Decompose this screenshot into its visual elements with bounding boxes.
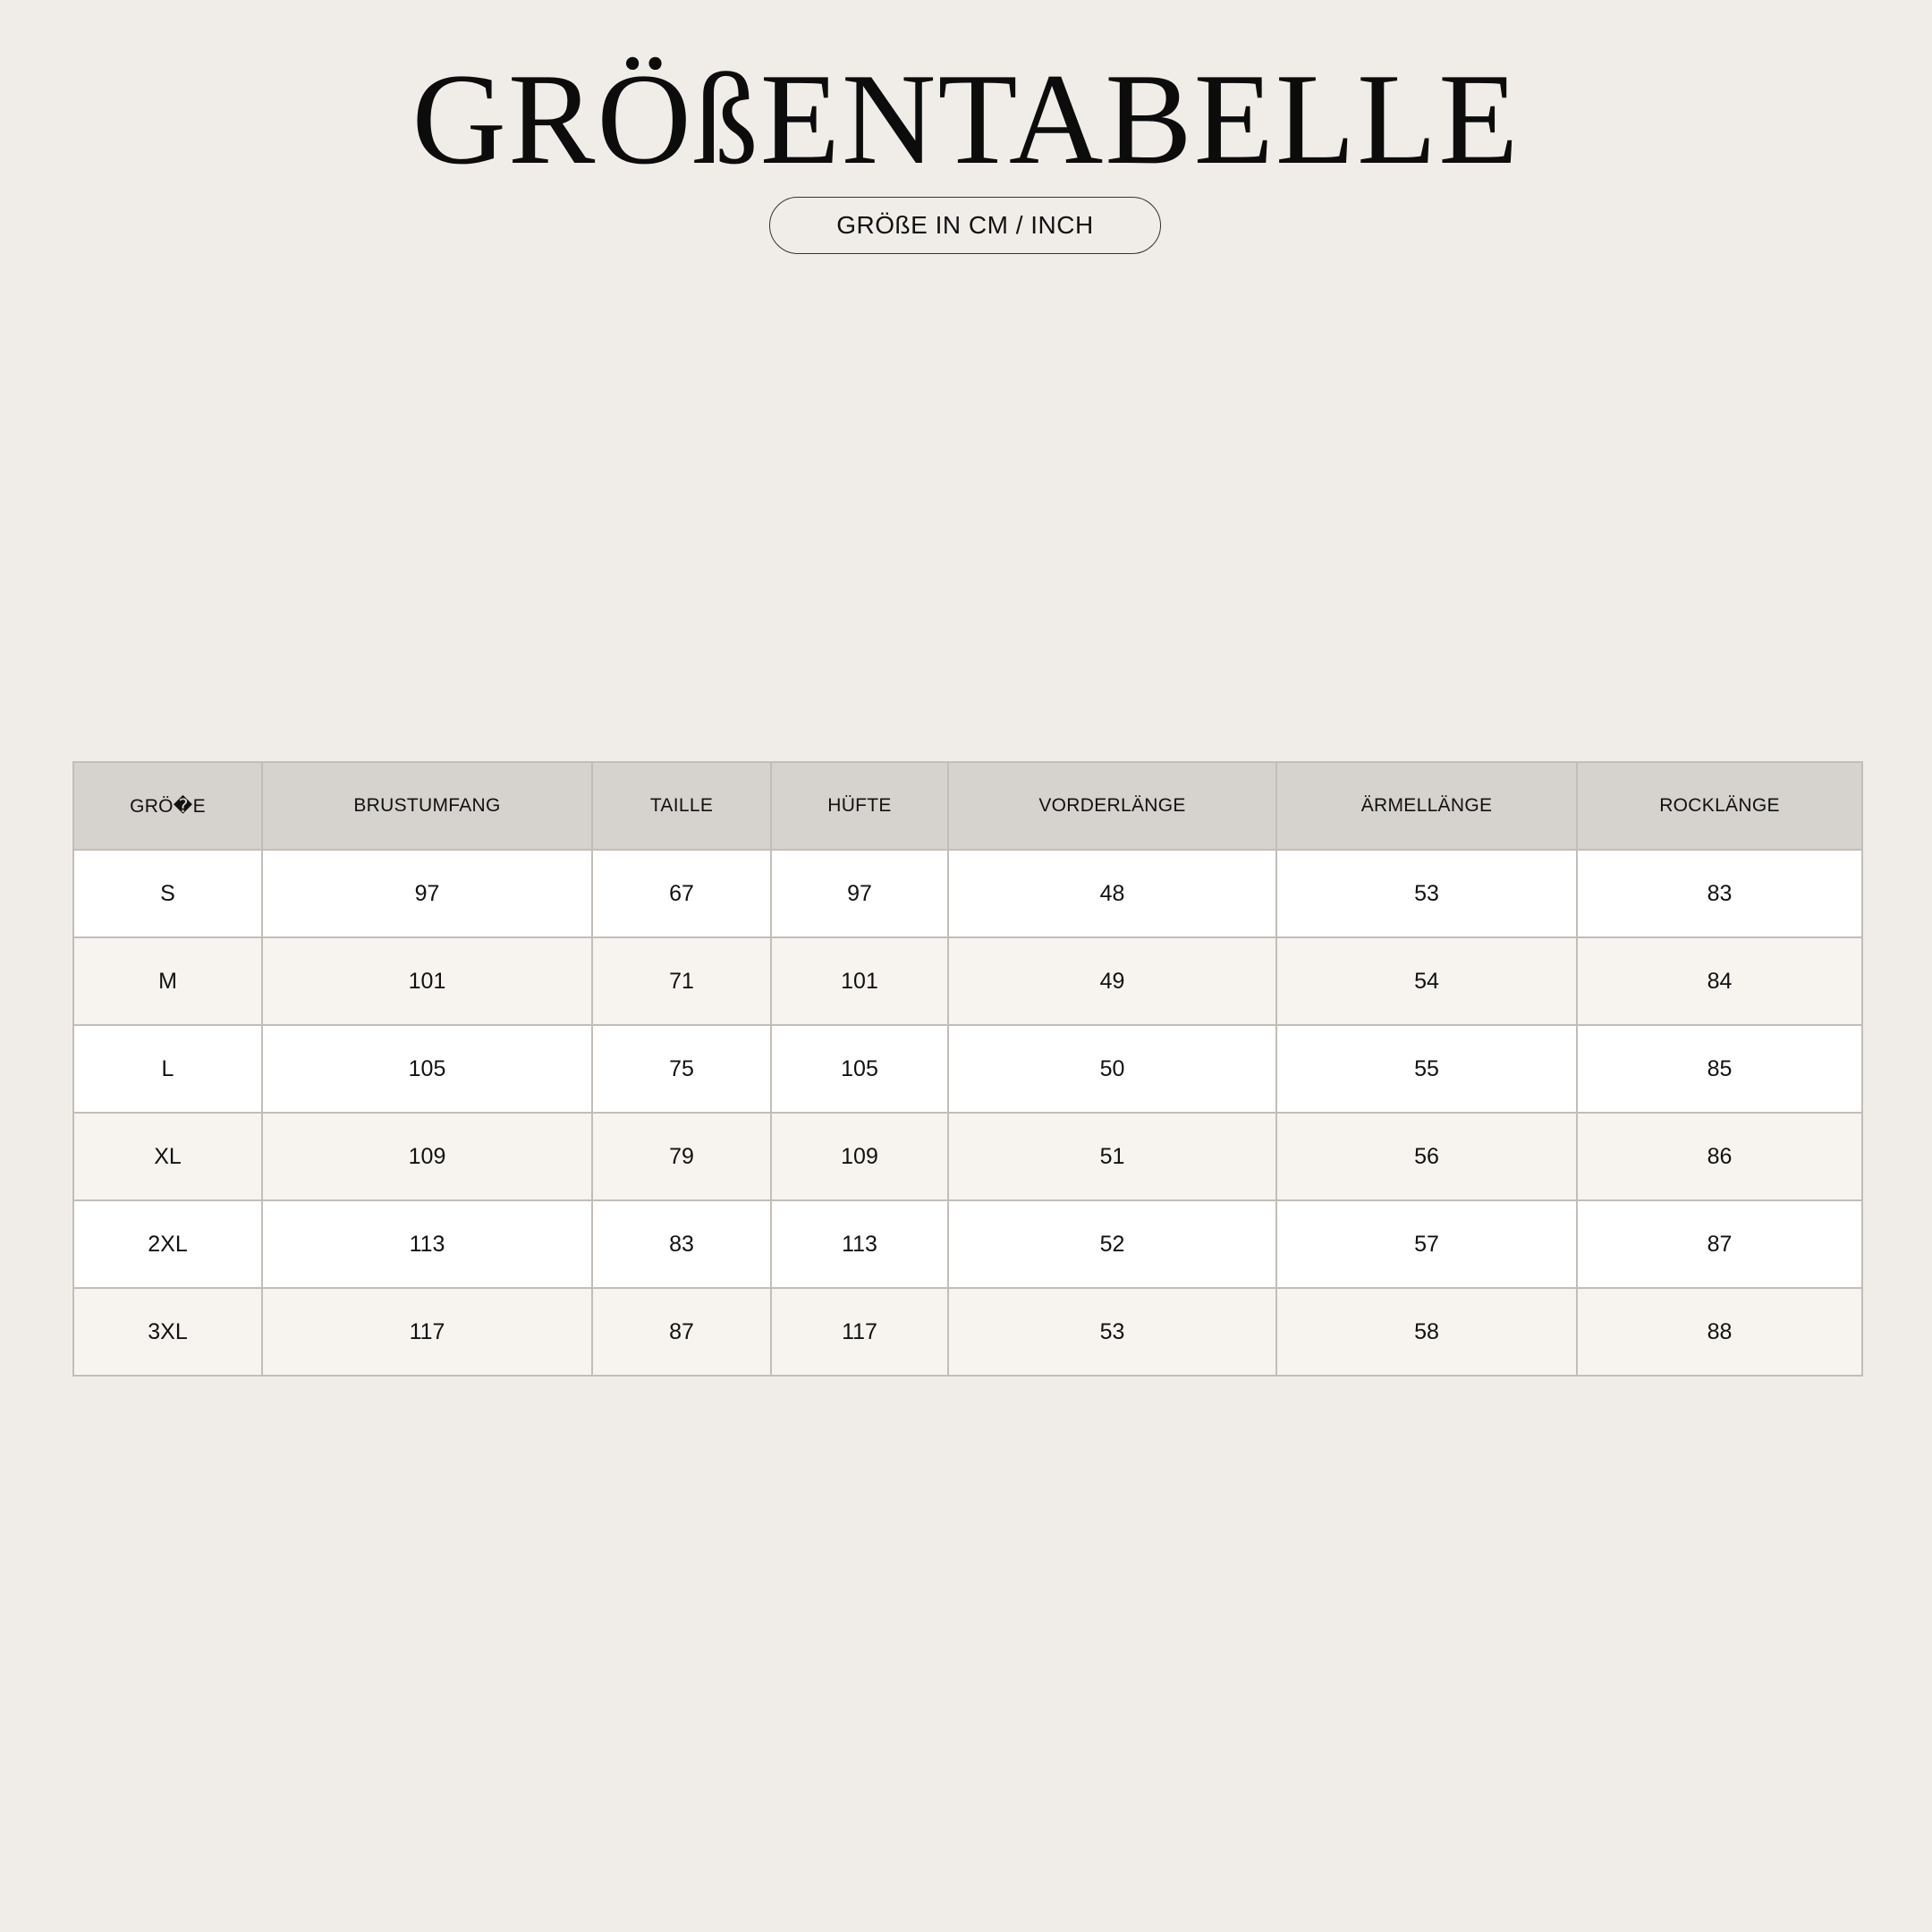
cell-size: M (73, 937, 262, 1025)
header-skirt-length: ROCKLÄNGE (1577, 762, 1862, 850)
table-row (73, 1288, 1862, 1376)
cell-size: L (73, 1025, 262, 1113)
cell-skirt-length: 88 (1577, 1288, 1862, 1376)
cell-bust: 117 (262, 1288, 592, 1376)
cell-skirt-length: 84 (1577, 937, 1862, 1025)
cell-front-length: 50 (948, 1025, 1276, 1113)
cell-front-length: 52 (948, 1200, 1276, 1288)
cell-front-length: 49 (948, 937, 1276, 1025)
cell-waist: 75 (592, 1025, 771, 1113)
size-table-container (72, 761, 1861, 1377)
cell-hip: 113 (771, 1200, 948, 1288)
cell-skirt-length: 83 (1577, 850, 1862, 937)
cell-hip: 101 (771, 937, 948, 1025)
cell-sleeve-length: 54 (1276, 937, 1577, 1025)
cell-sleeve-length: 58 (1276, 1288, 1577, 1376)
cell-bust: 109 (262, 1113, 592, 1200)
header-front-length: VORDERLÄNGE (948, 762, 1276, 850)
cell-front-length: 53 (948, 1288, 1276, 1376)
header-hip: HÜFTE (771, 762, 948, 850)
cell-sleeve-length: 57 (1276, 1200, 1577, 1288)
header-sleeve-length: ÄRMELLÄNGE (1276, 762, 1577, 850)
unit-label-pill: GRÖßE IN CM / INCH (769, 197, 1161, 254)
cell-size: 2XL (73, 1200, 262, 1288)
cell-size: XL (73, 1113, 262, 1200)
table-row (73, 850, 1862, 937)
cell-bust: 105 (262, 1025, 592, 1113)
cell-sleeve-length: 55 (1276, 1025, 1577, 1113)
cell-sleeve-length: 56 (1276, 1113, 1577, 1200)
table-row (73, 937, 1862, 1025)
cell-hip: 105 (771, 1025, 948, 1113)
cell-front-length: 51 (948, 1113, 1276, 1200)
cell-waist: 71 (592, 937, 771, 1025)
cell-skirt-length: 85 (1577, 1025, 1862, 1113)
cell-hip: 109 (771, 1113, 948, 1200)
cell-hip: 97 (771, 850, 948, 937)
header-waist: TAILLE (592, 762, 771, 850)
size-table (72, 761, 1863, 1377)
cell-bust: 101 (262, 937, 592, 1025)
cell-skirt-length: 86 (1577, 1113, 1862, 1200)
table-row (73, 1113, 1862, 1200)
cell-waist: 67 (592, 850, 771, 937)
page-title: GRÖßENTABELLE (411, 47, 1521, 191)
cell-waist: 79 (592, 1113, 771, 1200)
table-row (73, 1025, 1862, 1113)
table-header-row (73, 762, 1862, 850)
cell-front-length: 48 (948, 850, 1276, 937)
cell-size: S (73, 850, 262, 937)
header-size: GRÖ�E (73, 762, 262, 850)
cell-sleeve-length: 53 (1276, 850, 1577, 937)
cell-size: 3XL (73, 1288, 262, 1376)
table-row (73, 1200, 1862, 1288)
header-bust: BRUSTUMFANG (262, 762, 592, 850)
cell-hip: 117 (771, 1288, 948, 1376)
cell-waist: 83 (592, 1200, 771, 1288)
cell-bust: 113 (262, 1200, 592, 1288)
cell-waist: 87 (592, 1288, 771, 1376)
cell-bust: 97 (262, 850, 592, 937)
cell-skirt-length: 87 (1577, 1200, 1862, 1288)
